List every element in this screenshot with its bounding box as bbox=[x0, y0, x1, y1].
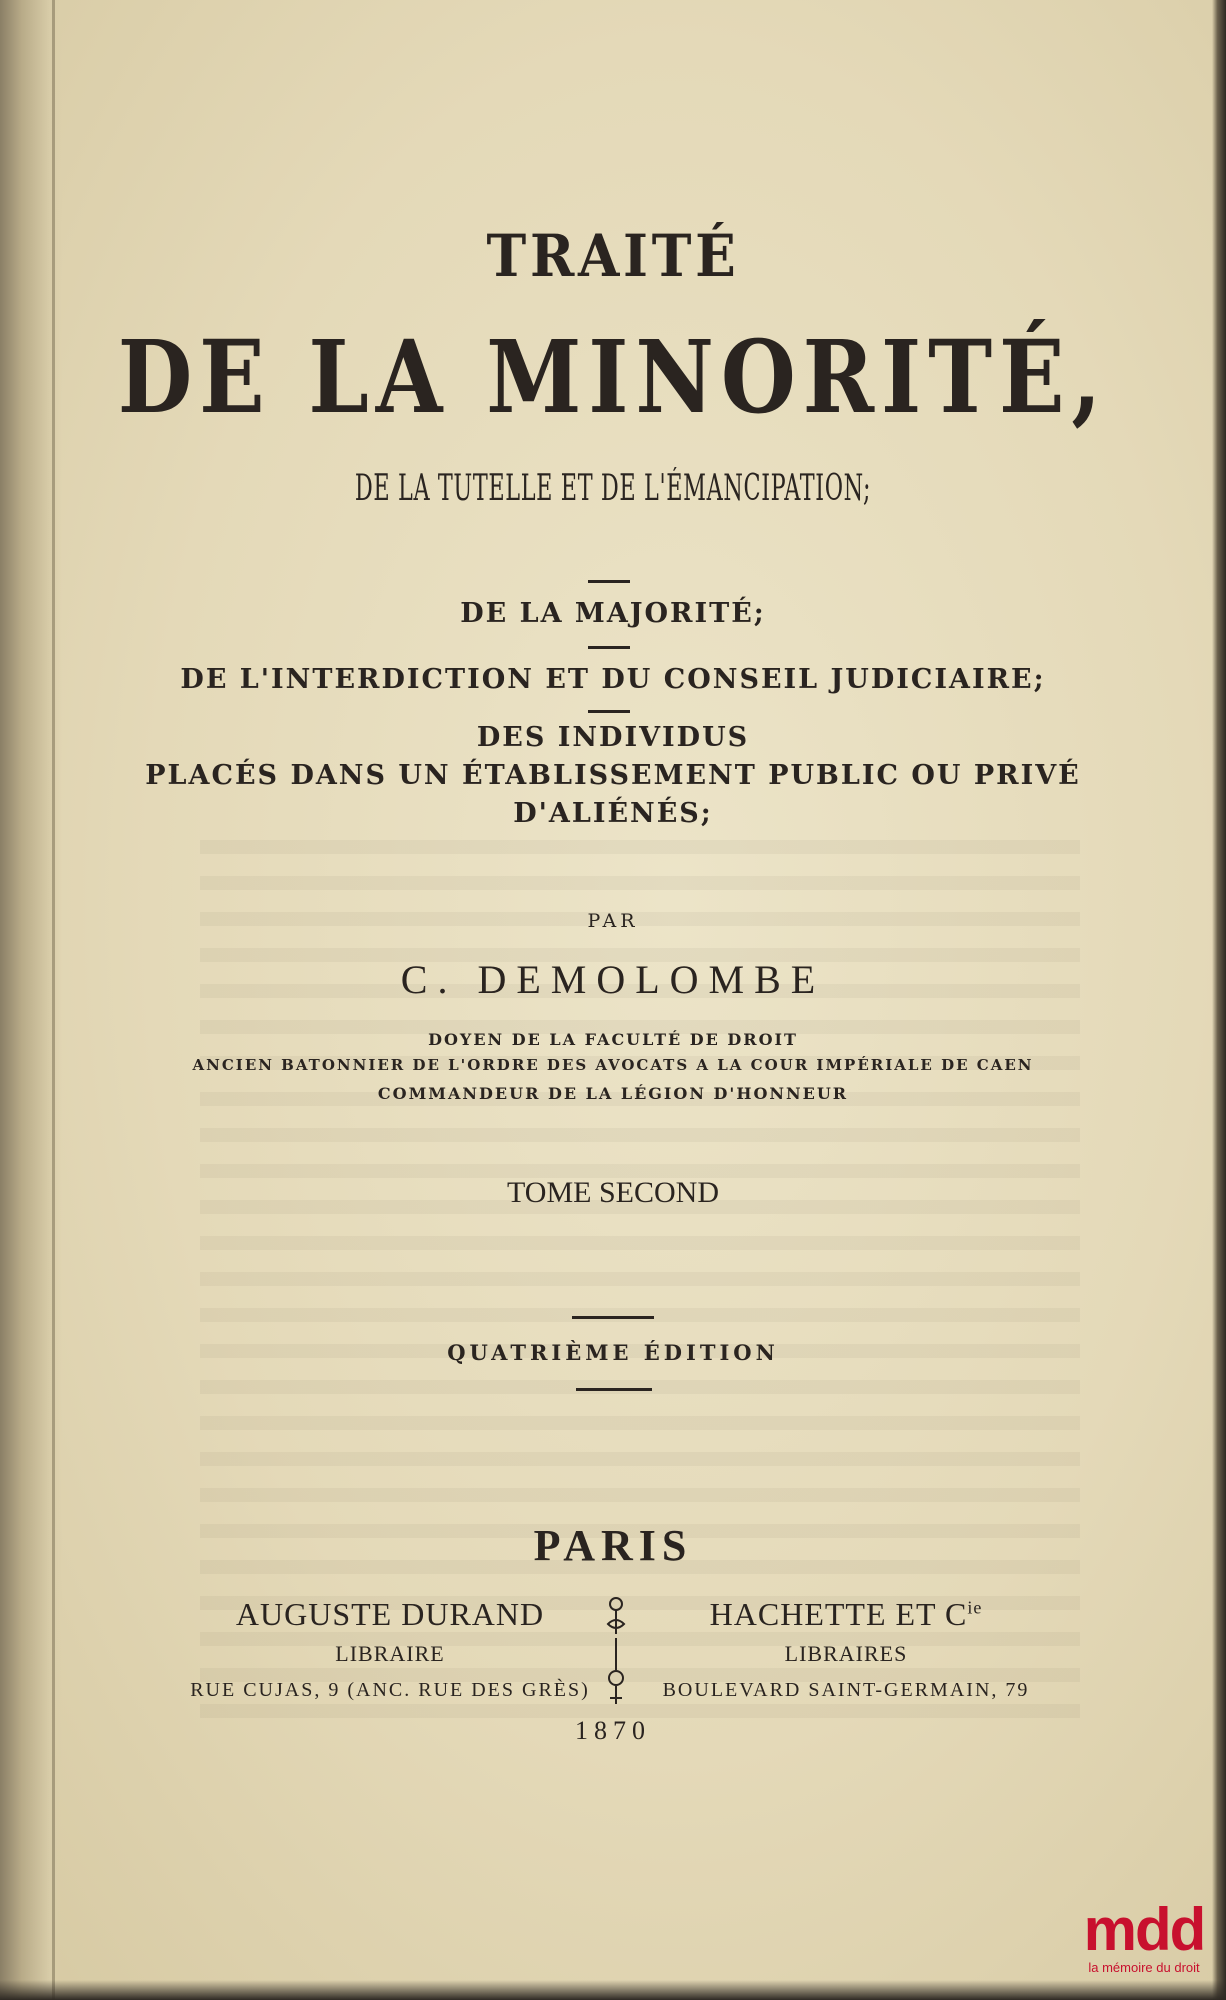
byline: PAR bbox=[587, 910, 639, 932]
title-line-1: TRAITÉ bbox=[486, 222, 740, 290]
publisher-left-name: AUGUSTE DURAND bbox=[235, 1596, 545, 1632]
mdd-logo-tagline: la mémoire du droit bbox=[1088, 1960, 1200, 1975]
author-credential-2: ANCIEN BATONNIER DE L'ORDRE DES AVOCATS A LA COUR IMPÉRIALE DE CAEN bbox=[192, 1056, 1034, 1074]
subtitle-individus-2: PLACÉS DANS UN ÉTABLISSEMENT PUBLIC OU PRIVÉ bbox=[145, 760, 1081, 791]
publisher-left bbox=[190, 1596, 590, 1702]
publisher-left-role: LIBRAIRE bbox=[335, 1641, 445, 1666]
publisher-right-role: LIBRAIRES bbox=[784, 1641, 908, 1666]
subtitle-individus-3: D'ALIÉNÉS; bbox=[513, 798, 713, 829]
divider-rule bbox=[588, 646, 630, 649]
author-credential-1: DOYEN DE LA FACULTÉ DE DROIT bbox=[428, 1030, 798, 1049]
subtitle-individus-1: DES INDIVIDUS bbox=[476, 722, 750, 753]
publisher-right bbox=[636, 1596, 1056, 1702]
mdd-watermark-logo bbox=[1064, 1896, 1224, 1984]
edition-rule-bottom bbox=[576, 1388, 652, 1391]
publisher-left-address: RUE CUJAS, 9 (ANC. RUE DES GRÈS) bbox=[190, 1679, 590, 1701]
publisher-right-address: BOULEVARD SAINT-GERMAIN, 79 bbox=[662, 1679, 1030, 1701]
divider-rule bbox=[588, 580, 630, 583]
subtitle-interdiction: DE L'INTERDICTION ET DU CONSEIL JUDICIAIRE; bbox=[180, 664, 1046, 695]
publication-year: 1870 bbox=[575, 1716, 651, 1745]
publisher-right-name: HACHETTE ET $C^{ie}$ bbox=[709, 1596, 983, 1632]
edition-label: QUATRIÈME ÉDITION bbox=[447, 1340, 779, 1365]
imprint-city: PARIS bbox=[533, 1521, 693, 1570]
divider-rule bbox=[588, 710, 630, 713]
author-credential-3: COMMANDEUR DE LA LÉGION D'HONNEUR bbox=[377, 1084, 849, 1103]
page-bottom-shadow bbox=[0, 1980, 1226, 2000]
subtitle-majorite: DE LA MAJORITÉ; bbox=[460, 598, 766, 629]
volume-label: TOME SECOND bbox=[507, 1176, 719, 1209]
author-name: C. DEMOLOMBE bbox=[400, 957, 826, 1002]
title-line-3: DE LA TUTELLE ET DE L'ÉMANCIPATION; bbox=[354, 468, 872, 509]
page-edge-shadow bbox=[1212, 0, 1226, 2000]
title-line-2: DE LA MINORITÉ, bbox=[117, 318, 1109, 436]
ornament-divider bbox=[598, 1594, 634, 1708]
edition-rule-top bbox=[572, 1316, 654, 1319]
mdd-logo-mark: mdd bbox=[1083, 1896, 1205, 1963]
